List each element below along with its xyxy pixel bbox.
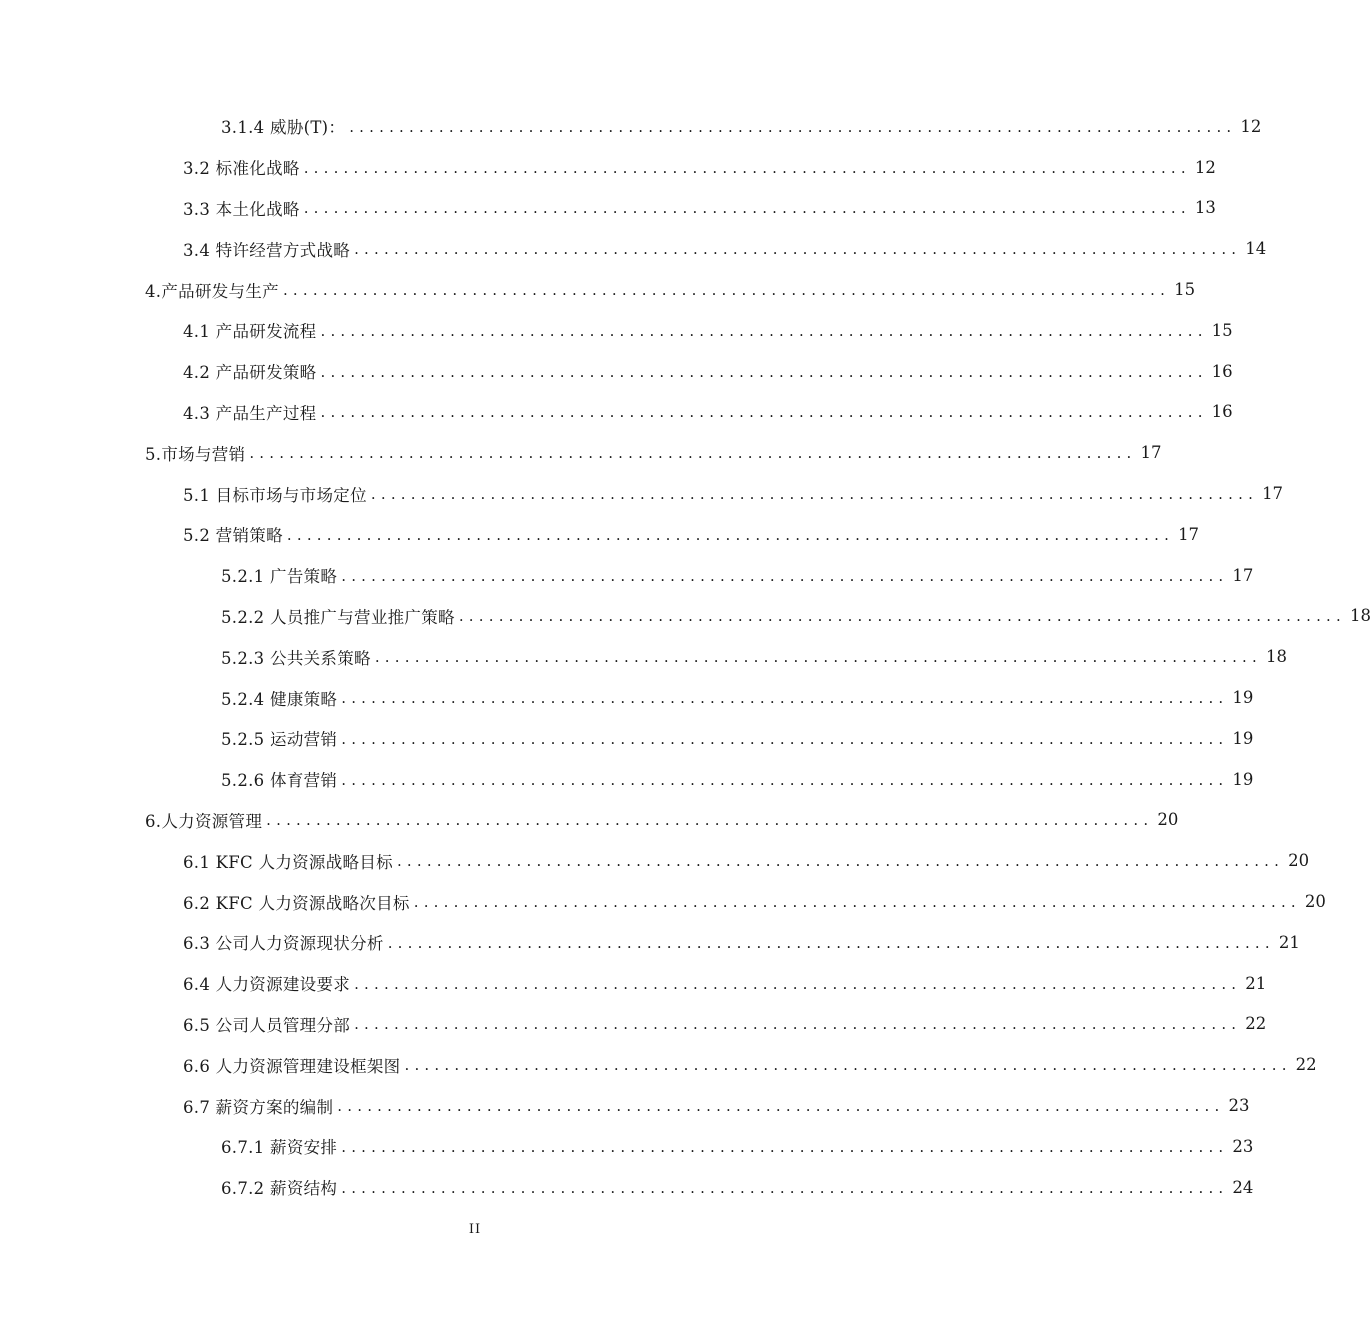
toc-entry[interactable] xyxy=(0,351,1233,392)
toc-entry[interactable] xyxy=(0,636,1287,677)
toc-entry-title: 6.7 薪资方案的编制 xyxy=(183,1097,334,1117)
toc-dot-leader: ......................................................................................... xyxy=(303,199,1191,218)
toc-entry-title: 5.1 目标市场与市场定位 xyxy=(183,485,367,505)
toc-entry-title: 4.1 产品研发流程 xyxy=(183,322,317,342)
toc-entry[interactable] xyxy=(0,596,1371,637)
toc-entry-page-number: 18 xyxy=(1266,647,1287,667)
toc-dot-leader: ......................................................................................... xyxy=(354,974,1242,993)
toc-dot-leader: ......................................................................................... xyxy=(320,403,1208,422)
toc-entry-page-number: 22 xyxy=(1245,1014,1267,1034)
toc-entry[interactable] xyxy=(0,840,1310,881)
toc-entry-page-number: 19 xyxy=(1232,688,1254,708)
toc-entry[interactable] xyxy=(0,1044,1317,1085)
toc-entry-page-number: 18 xyxy=(1350,606,1371,626)
toc-entry[interactable] xyxy=(0,514,1200,555)
toc-entry-title: 5.2.1 广告策略 xyxy=(221,567,338,587)
toc-dot-leader: ......................................................................................... xyxy=(458,607,1346,626)
toc-entry-title: 3.2 标准化战略 xyxy=(183,159,300,179)
toc-entry-title: 6.5 公司人员管理分部 xyxy=(183,1015,351,1035)
toc-entry-page-number: 20 xyxy=(1304,892,1326,912)
toc-entry[interactable] xyxy=(0,106,1262,147)
toc-entry-title: 5.2 营销策略 xyxy=(183,526,283,546)
toc-entry-page-number: 21 xyxy=(1278,932,1300,952)
toc-entry-page-number: 13 xyxy=(1194,198,1216,218)
toc-entry-page-number: 15 xyxy=(1211,320,1233,340)
toc-entry-title: 5.2.5 运动营销 xyxy=(221,730,338,750)
toc-entry[interactable] xyxy=(0,677,1254,718)
toc-entry-title: 3.3 本土化战略 xyxy=(183,199,300,219)
toc-dot-leader: ......................................................................................... xyxy=(303,158,1191,177)
toc-entry[interactable] xyxy=(0,555,1254,596)
toc-dot-leader: ......................................................................................... xyxy=(413,893,1301,912)
table-of-contents xyxy=(0,106,1371,1208)
toc-entry[interactable] xyxy=(0,147,1216,188)
toc-entry-page-number: 20 xyxy=(1157,810,1179,830)
toc-entry-page-number: 21 xyxy=(1245,973,1267,993)
toc-entry[interactable] xyxy=(0,963,1267,1004)
toc-entry-title: 6.7.2 薪资结构 xyxy=(221,1179,338,1199)
toc-entry[interactable] xyxy=(0,269,1196,310)
toc-entry-title: 5.2.2 人员推广与营业推广策略 xyxy=(221,607,455,627)
toc-entry-title: 5.2.4 健康策略 xyxy=(221,689,338,709)
toc-dot-leader: ......................................................................................... xyxy=(370,485,1259,504)
toc-entry[interactable] xyxy=(0,188,1216,229)
toc-entry-title: 6.3 公司人力资源现状分析 xyxy=(183,934,384,954)
toc-dot-leader: ......................................................................................... xyxy=(320,362,1208,381)
toc-entry[interactable] xyxy=(0,228,1267,269)
toc-dot-leader: ......................................................................................... xyxy=(341,1137,1229,1156)
toc-entry[interactable] xyxy=(0,1167,1254,1208)
toc-entry[interactable] xyxy=(0,473,1284,514)
toc-dot-leader: ......................................................................................... xyxy=(266,811,1154,830)
toc-entry-title: 3.1.4 威胁(T)： xyxy=(221,118,346,138)
toc-entry-title: 6.1 KFC 人力资源战略目标 xyxy=(183,852,393,872)
toc-entry-page-number: 20 xyxy=(1288,851,1310,871)
toc-dot-leader: ......................................................................................... xyxy=(354,240,1242,259)
toc-entry[interactable] xyxy=(0,800,1179,841)
toc-entry-page-number: 12 xyxy=(1194,157,1216,177)
toc-entry[interactable] xyxy=(0,310,1233,351)
toc-entry[interactable] xyxy=(0,759,1254,800)
toc-dot-leader: ......................................................................................... xyxy=(282,281,1171,300)
toc-entry-title: 4.3 产品生产过程 xyxy=(183,403,317,423)
toc-entry-page-number: 16 xyxy=(1211,361,1233,381)
toc-dot-leader: ......................................................................................... xyxy=(387,933,1275,952)
toc-dot-leader: ......................................................................................... xyxy=(286,525,1175,544)
toc-entry-page-number: 22 xyxy=(1295,1055,1317,1075)
toc-entry-title: 6.4 人力资源建设要求 xyxy=(183,975,351,995)
toc-entry[interactable] xyxy=(0,1004,1267,1045)
toc-dot-leader: ......................................................................................... xyxy=(320,321,1208,340)
toc-dot-leader: ......................................................................................... xyxy=(396,852,1285,871)
toc-entry[interactable] xyxy=(0,1085,1250,1126)
toc-entry-page-number: 16 xyxy=(1211,402,1233,422)
toc-dot-leader: ......................................................................................... xyxy=(354,1015,1242,1034)
toc-entry-page-number: 14 xyxy=(1245,239,1267,259)
toc-entry-page-number: 12 xyxy=(1240,116,1262,136)
toc-entry-title: 3.4 特许经营方式战略 xyxy=(183,240,351,260)
toc-entry[interactable] xyxy=(0,1126,1254,1167)
toc-entry-page-number: 24 xyxy=(1232,1177,1254,1197)
toc-dot-leader: ......................................................................................... xyxy=(249,444,1137,463)
toc-entry[interactable] xyxy=(0,432,1162,473)
toc-dot-leader: ......................................................................................... xyxy=(341,1178,1229,1197)
toc-entry-page-number: 23 xyxy=(1232,1136,1254,1156)
toc-entry[interactable] xyxy=(0,718,1254,759)
toc-entry-title: 5.2.3 公共关系策略 xyxy=(221,648,371,668)
toc-entry-page-number: 17 xyxy=(1178,524,1200,544)
toc-dot-leader: ......................................................................................... xyxy=(341,770,1229,789)
toc-entry[interactable] xyxy=(0,392,1233,433)
page-number: II xyxy=(468,1222,482,1237)
toc-entry-page-number: 23 xyxy=(1228,1096,1250,1116)
toc-entry-page-number: 17 xyxy=(1262,484,1284,504)
toc-entry-page-number: 19 xyxy=(1232,728,1254,748)
toc-entry-title: 6.7.1 薪资安排 xyxy=(221,1138,338,1158)
toc-entry[interactable] xyxy=(0,922,1300,963)
toc-entry-title: 6.人力资源管理 xyxy=(145,811,263,831)
toc-entry-page-number: 19 xyxy=(1232,769,1254,789)
toc-dot-leader: ......................................................................................... xyxy=(337,1097,1225,1116)
toc-entry-title: 5.市场与营销 xyxy=(145,444,246,464)
toc-entry-title: 6.2 KFC 人力资源战略次目标 xyxy=(183,893,410,913)
toc-entry-title: 4.2 产品研发策略 xyxy=(183,363,317,383)
toc-dot-leader: ......................................................................................... xyxy=(341,689,1229,708)
toc-dot-leader: ......................................................................................... xyxy=(341,729,1229,748)
toc-dot-leader: ......................................................................................... xyxy=(349,117,1237,136)
toc-entry-page-number: 17 xyxy=(1140,443,1162,463)
toc-dot-leader: ......................................................................................... xyxy=(341,566,1229,585)
toc-dot-leader: ......................................................................................... xyxy=(374,648,1262,667)
toc-entry-title: 4.产品研发与生产 xyxy=(145,281,279,301)
toc-entry[interactable] xyxy=(0,881,1326,922)
toc-entry-page-number: 15 xyxy=(1174,280,1196,300)
toc-dot-leader: ......................................................................................... xyxy=(404,1056,1292,1075)
toc-entry-page-number: 17 xyxy=(1232,565,1254,585)
toc-entry-title: 6.6 人力资源管理建设框架图 xyxy=(183,1056,401,1076)
toc-entry-title: 5.2.6 体育营销 xyxy=(221,771,338,791)
